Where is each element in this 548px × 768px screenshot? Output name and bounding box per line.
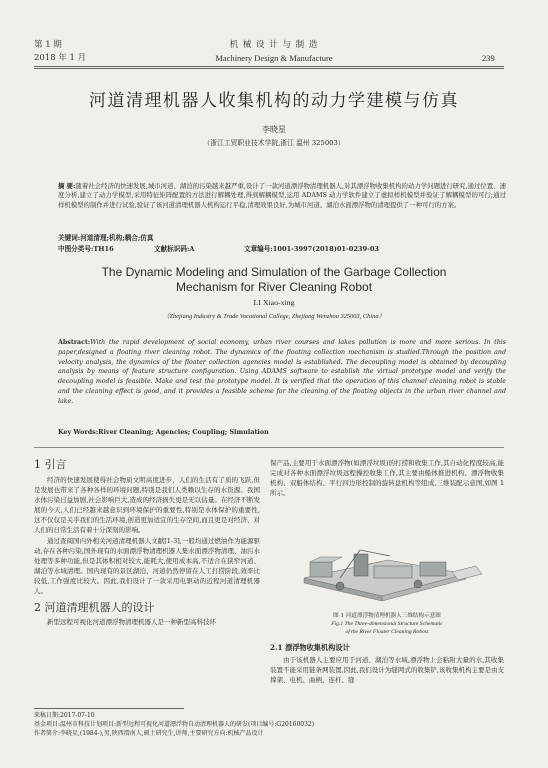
article-number: 文章编号:1001-3997(2018)01-0239-03 (244, 245, 380, 253)
issue-number: 第 1 期 (34, 40, 62, 50)
abstract-en-text: With the rapid development of social economy, urban river courses and lakes pollution is more and more serious. In this paper,designed a floating river cleaning robot. The dynamics of the floating collection mechanism is studied.Through the position and velocity analysis, the dynamics of the floater collection agencies model is established. The decoupling model is obtained by decoupling analysis by means of feature structure configuration. Using ADAMS software to establish the virtual prototype model and verify the decoupling model is feasible. Make and test the prototype model. It is verified that the operation of this channel cleaning robot is stable and the cleaning effect is good, and it provides a feasible scheme for the cleaning of the floating objects in the urban river channel and lake. (58, 339, 506, 405)
journal-name-en: Machinery Design & Manufacture (215, 53, 333, 63)
header-rule (34, 66, 504, 67)
article-title-cn: 河道清理机器人收集机构的动力学建模与仿真 (89, 91, 459, 111)
figure-caption-en-line2: of the River Floater Cleaning Robots (345, 629, 429, 635)
figure-caption (270, 612, 504, 636)
figure-caption-cn: 图 1 河道漂浮物清理机器人三维结构示意图 (333, 613, 441, 619)
page-number: 239 (482, 53, 495, 63)
footnote-rule (34, 708, 184, 709)
robot-figure-graphic (304, 550, 482, 601)
section-1-paragraph-2: 通过查阅国内外相关河道清理机器人文献[1-3],一般均通过燃油作为能源驱动,存在各种污染,国外现有的水面漂浮物清理机器人集水面漂浮物清理、油污水处理等多种功能,但是其体积相对较大,能耗大,使用成本高,不适合在狭窄河道、湖泊等水域清理。国内现有的景区湖泊、河道仍然停留在人工打捞阶段,效率比较低,工作强度比较大。因此,我们设计了一款采用电驱动的近程河道清理机器人。 (34, 536, 260, 596)
right-paragraph-1: 保产品,主要用于水面漂浮物(如漂浮垃圾)的打捞和收集工作,其自动化程度较高,能完成对各种水面漂浮垃圾远程操控收集工作,其主要由船体推进机构、漂浮物收集机构、双船体结构、平行四边形控制的旋转盘机构等组成,三维装配示意图,如图 1 所示。 (270, 459, 504, 498)
footnote (34, 711, 504, 738)
left-column (34, 458, 260, 627)
section-1-title: 1 引言 (34, 458, 67, 471)
issue-date: 2018 年 1 月 (34, 53, 87, 63)
abstract-cn (58, 182, 506, 210)
figure-caption-en-line1: Fig.1 The Three-dimensional Structure Schematic (331, 621, 443, 627)
right-column-top (270, 458, 504, 498)
article-title-en-line2: Mechanism for River Cleaning Robot (175, 279, 373, 294)
document-code: 文献标识码:A (154, 245, 195, 253)
footnote-received: 来稿日期:2017-07-10 (34, 712, 95, 719)
section-2-title: 2 河道清理机器人的设计 (34, 601, 155, 615)
clc-number: 中图分类号:TH16 (58, 245, 114, 253)
keywords-en: Key Words:River Cleaning; Agencies; Coupling; Simulation (58, 428, 269, 436)
section-2-paragraph-1: 新型远程可视化河道漂浮物清理机器人是一种新型高科技环 (47, 618, 216, 627)
affiliation-cn: （浙江工贸职业技术学院,浙江 温州 325003） (203, 139, 345, 147)
author-cn: 李晓星 (262, 125, 286, 134)
abstract-cn-text: 随着社会经济的快速发展,城市河道、湖泊的污染越来越严重,设计了一款河道漂浮物清理机器人,对其漂浮物收集机构的动力学问题进行研究,通过位置、速度分析,建立了动力学模型,采用特征矩阵配置的方法进行解耦处理,得到解耦模型,运用 ADAMS 动力学软件建立了虚拟样机模型并验证了解耦模型的可行;通过样机模型的制作并进行试验,验证了该河道清理机器人机构运行平稳,清理效果良好,为城市河道、湖泊水面漂浮物的清理提供了一种可行的方案。 (58, 182, 506, 209)
keywords-cn: 关键词:河道清理;机构;耦合;仿真 (58, 234, 154, 242)
abstract-en (58, 338, 506, 407)
footnote-bio: 作者简介:李晓星,(1984-),男,陕西渭南人,硕士研究生,讲师,主要研究方向:机械产品设计 (34, 730, 264, 737)
author-en: LI Xiao-xing (253, 298, 295, 307)
header-rule-thin (34, 68, 504, 69)
abstract-separator (34, 447, 504, 448)
journal-name-cn: 机 械 设 计 与 制 造 (229, 40, 319, 50)
abstract-cn-label: 摘 要: (58, 182, 76, 190)
affiliation-en: （Zhejiang Industry & Trade Vocational College, Zhejiang Wenzhou 325003, China） (163, 313, 385, 320)
section-1-paragraph-1: 经济的快速发展使得社会物质文明高度进步，人们的生活有了质的飞跃,但是发展也带来了各种各样的环境问题,特别是我们人类赖以生存的水资源。我国水体污染日益加剧,社会影响巨大,造成的经济损失更是无以估量。在经济不断发展的今天,人们已经越来越意识到环境保护的重要性,特别是水体保护的重要性,这不仅仅是关乎我们的生活环境,创造更加适宜的生存空间,而且更是对经济、对人们的日常生活有着十分深刻的影响。 (34, 476, 260, 535)
abstract-en-label: Abstract: (58, 339, 91, 346)
section-2-1-paragraph-1: 由于该机器人主要应用于河道、湖泊等水域,漂浮物上会粘附大量的水,其收集装置不能采用链条网装置,因此,我们设计为缝网式的收集铲,该收集机构主要是由支撑架、电机、曲柄、连杆、缝 (270, 656, 504, 685)
robot-3d-figure (270, 540, 502, 604)
footnote-fund: 基金项目:温州市科技计划项目:新型远程可视化河道漂浮物自动清理机器人的研发(项目编号:G20160032) (34, 721, 315, 728)
article-title-en (0, 265, 548, 294)
right-column-bottom (270, 643, 504, 685)
section-2-1-title: 2.1 漂浮物收集机构设计 (270, 643, 350, 652)
article-title-en-line1: The Dynamic Modeling and Simulation of the Garbage Collection (101, 265, 447, 279)
